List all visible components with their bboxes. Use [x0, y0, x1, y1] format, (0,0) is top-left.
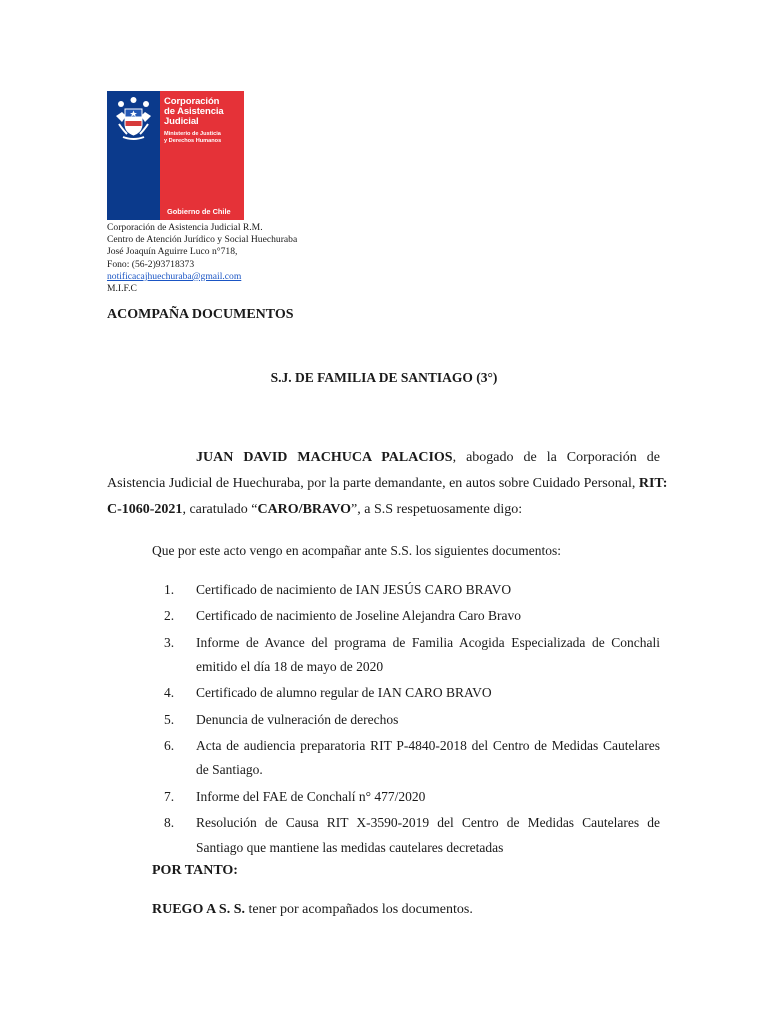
sender-line: Centro de Atención Jurídico y Social Huechuraba — [107, 234, 298, 246]
sender-line: Corporación de Asistencia Judicial R.M. — [107, 222, 263, 233]
closing-request: RUEGO A S. S. tener por acompañados los documentos. — [152, 902, 473, 917]
document-subject: ACOMPAÑA DOCUMENTOS — [107, 307, 294, 322]
list-item: 3. Informe de Avance del programa de Familia Acogida Especializada de Conchali emitido el día 18 de mayo de 2020 — [163, 634, 660, 675]
email-link[interactable]: notificacajhuechuraba@gmail.com — [107, 270, 242, 282]
list-item: 7. Informe del FAE de Conchalí n° 477/2020 — [163, 788, 426, 804]
ruego-label: RUEGO A S. S. — [152, 902, 245, 917]
coat-of-arms-icon — [109, 94, 158, 143]
logo-ministry: Ministerio de Justicia y Derechos Humanos — [164, 131, 222, 144]
rit-number: C-1060-2021 — [107, 502, 183, 517]
court-heading: S.J. DE FAMILIA DE SANTIAGO (3°) — [270, 370, 498, 385]
initials: M.I.F.C — [107, 283, 137, 295]
logo-government: Gobierno de Chile — [167, 207, 231, 216]
list-item: 5. Denuncia de vulneración de derechos — [163, 711, 399, 727]
intro-text: Que por este acto vengo en acompañar ante S.S. los siguientes documentos: — [152, 543, 562, 558]
sender-block — [107, 222, 297, 295]
opening-paragraph: JUAN DAVID MACHUCA PALACIOS, abogado de la Corporación de Asistencia Judicial de Huechuraba, por la parte demandante, en autos sobre Cuidado Personal, RIT: C-1060-2021, caratulado “CARO/BRAVO”, a S.S respetuosamente digo: — [107, 450, 668, 517]
sender-line: Fono: (56-2)93718373 — [107, 258, 195, 270]
list-item: 1. Certificado de nacimiento de IAN JESÚS CARO BRAVO — [163, 582, 512, 597]
lawyer-name: JUAN DAVID MACHUCA PALACIOS — [196, 450, 453, 465]
documents-list — [152, 578, 660, 862]
por-tanto-heading: POR TANTO: — [152, 863, 238, 878]
rit-label: RIT: — [638, 476, 668, 491]
list-item: 6. Acta de audiencia preparatoria RIT P-4840-2018 del Centro de Medidas Cautelares de Santiago. — [163, 737, 660, 778]
logo-title: Corporación de Asistencia Judicial — [164, 96, 224, 127]
list-item: 2. Certificado de nacimiento de Joseline Alejandra Caro Bravo — [163, 608, 522, 624]
list-item: 8. Resolución de Causa RIT X-3590-2019 del Centro de Medidas Cautelares de Santiago que mantiene las medidas cautelares decretadas — [163, 815, 660, 855]
sender-line: José Joaquín Aguirre Luco n°718, — [107, 246, 238, 258]
list-item: 4. Certificado de alumno regular de IAN CARO BRAVO — [163, 685, 492, 701]
corporation-logo — [107, 91, 244, 220]
logo-blue-panel — [107, 91, 160, 220]
logo-red-panel — [160, 91, 244, 220]
case-name: CARO/BRAVO — [257, 502, 352, 517]
